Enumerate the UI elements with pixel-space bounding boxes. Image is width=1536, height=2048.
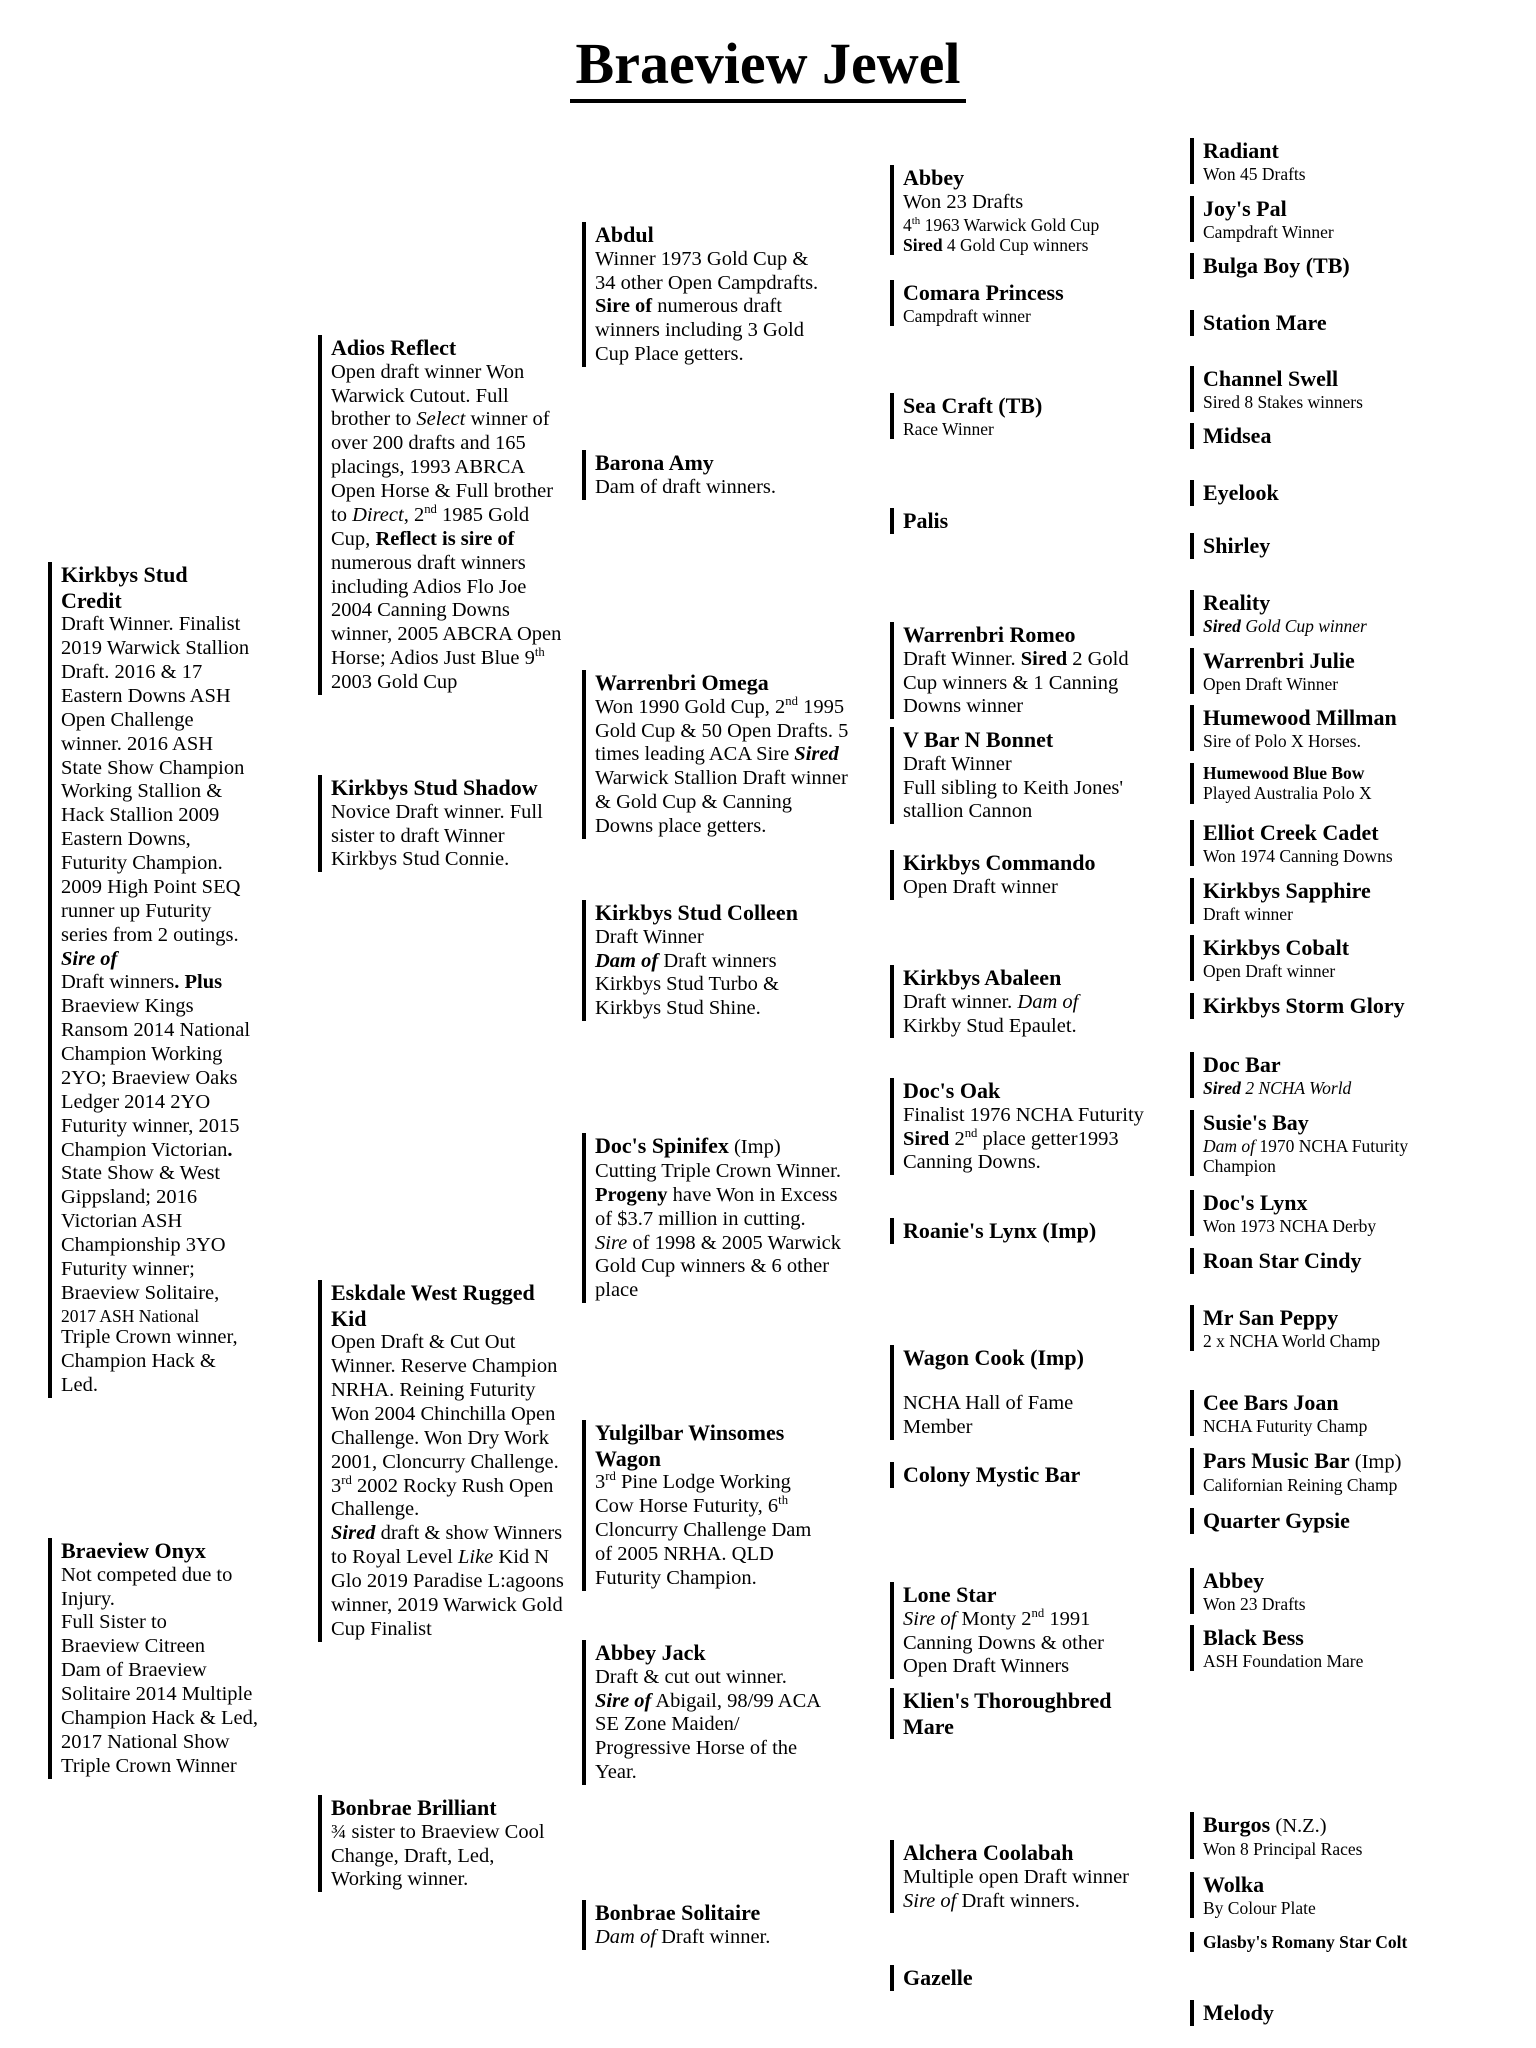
entry-heading: Susie's Bay [1203, 1110, 1309, 1135]
entry-kirkbys-stud-shadow [318, 775, 568, 872]
entry-midsea [1190, 423, 1430, 449]
entry-heading: Abbey [1203, 1568, 1265, 1593]
entry-body: Won 23 Drafts [1203, 1593, 1306, 1614]
entry-sub: Dam of Draft winners Kirkbys Stud Turbo & Kirkbys Stud Shine. [595, 949, 779, 1020]
entry-lone-star [890, 1582, 1140, 1679]
entry-heading: Braeview Onyx [61, 1538, 206, 1563]
entry-body: Dam of Draft winner. [595, 1925, 771, 1948]
entry-heading: Adios Reflect [331, 335, 457, 360]
entry-wagon-cook [890, 1345, 1140, 1440]
entry-eskdale-west-rugged-kid [318, 1280, 573, 1642]
entry-bonbrae-solitaire [582, 1900, 827, 1950]
entry-heading: Doc's Oak [903, 1078, 1001, 1103]
entry-adios-reflect [318, 335, 568, 695]
entry-heading: Warrenbri Romeo [903, 622, 1076, 647]
entry-body: Open Draft winner [903, 875, 1058, 898]
entry-heading: Wolka [1203, 1872, 1265, 1897]
entry-body: Dam of draft winners. [595, 475, 777, 498]
entry-body: ¾ sister to Braeview Cool Change, Draft, Led, Working winner. [331, 1820, 545, 1891]
entry-heading: Reality [1203, 590, 1271, 615]
entry-heading: Abdul [595, 222, 654, 247]
entry-palis [890, 508, 1140, 534]
entry-bulga-boy-tb [1190, 253, 1430, 279]
entry-heading: Kirkbys Abaleen [903, 965, 1062, 990]
entry-body: By Colour Plate [1203, 1897, 1316, 1918]
entry-heading: Radiant [1203, 138, 1279, 163]
entry-doc-bar [1190, 1052, 1440, 1098]
entry-sub: Full sibling to Keith Jones' stallion Cannon [903, 776, 1124, 823]
entry-heading: Alchera Coolabah [903, 1840, 1074, 1865]
entry-body: Sire of Monty 2nd 1991 Canning Downs & other Open Draft Winners [903, 1605, 1104, 1678]
entry-heading: Klien's Thoroughbred Mare [903, 1688, 1112, 1739]
entry-heading: Doc Bar [1203, 1052, 1281, 1077]
entry-heading: Lone Star [903, 1582, 997, 1607]
entry-body: Multiple open Draft winner [903, 1865, 1130, 1888]
entry-comara-princess [890, 280, 1140, 326]
entry-heading: Bulga Boy (TB) [1203, 253, 1350, 278]
entry-abbey-2 [1190, 1568, 1440, 1614]
entry-heading: Shirley [1203, 533, 1271, 558]
entry-heading: Kirkbys Stud Colleen [595, 900, 798, 925]
entry-elliot-creek-cadet [1190, 820, 1440, 866]
entry-abdul [582, 222, 825, 367]
entry-abbey [890, 165, 1160, 255]
entry-sub: 4th 1963 Warwick Gold Cup [903, 214, 1100, 235]
entry-yulgilbar-winsomes-wagon [582, 1420, 827, 1591]
entry-body: Won 8 Principal Races [1203, 1838, 1363, 1859]
entry-body: ASH Foundation Mare [1203, 1650, 1364, 1671]
entry-body: Open Draft winner [1203, 960, 1336, 981]
entry-burgos-nz [1190, 1812, 1440, 1859]
entry-heading: Doc's Lynx [1203, 1190, 1308, 1215]
entry-heading: Yulgilbar Winsomes Wagon [595, 1420, 785, 1471]
entry-heading: Kirkbys Stud Shadow [331, 775, 538, 800]
entry-sub: Sire of 1998 & 2005 Warwick Gold Cup winners & 6 other place [595, 1231, 842, 1302]
entry-heading: Barona Amy [595, 450, 714, 475]
entry-heading: Abbey [903, 165, 965, 190]
entry-body: Won 1973 NCHA Derby [1203, 1215, 1377, 1236]
entry-heading: Palis [903, 508, 949, 533]
entry-body: Novice Draft winner. Full sister to draft Winner Kirkbys Stud Connie. [331, 800, 543, 871]
page-title-text: Braeview Jewel [570, 30, 967, 103]
entry-sea-craft-tb [890, 393, 1140, 439]
entry-heading: Doc's Spinifex (Imp) [595, 1133, 781, 1158]
entry-bonbrae-brilliant [318, 1795, 568, 1892]
entry-kirkbys-cobalt [1190, 935, 1440, 981]
entry-heading: Joy's Pal [1203, 196, 1287, 221]
entry-body: Won 1990 Gold Cup, 2nd 1995 Gold Cup & 50 Open Drafts. 5 times leading ACA Sire Sired Warwick Stallion Draft winner & Gold Cup & Canning Downs place getters. [595, 693, 849, 837]
entry-heading: Kirkbys Stud Credit [61, 562, 188, 613]
entry-joys-pal [1190, 196, 1430, 242]
entry-warrenbri-julie [1190, 648, 1430, 694]
entry-heading: Eyelook [1203, 480, 1279, 505]
entry-body: Campdraft Winner [1203, 221, 1334, 242]
entry-heading: Cee Bars Joan [1203, 1390, 1339, 1415]
entry-kirkbys-abaleen [890, 965, 1140, 1038]
entry-heading: Roan Star Cindy [1203, 1248, 1362, 1273]
entry-black-bess [1190, 1625, 1440, 1671]
entry-warrenbri-omega [582, 670, 852, 839]
entry-gazelle [890, 1965, 1140, 1991]
entry-mr-san-peppy [1190, 1305, 1440, 1351]
entry-body: Californian Reining Champ [1203, 1474, 1398, 1495]
entry-heading: Roanie's Lynx (Imp) [903, 1218, 1097, 1243]
entry-warrenbri-romeo [890, 622, 1155, 719]
entry-body: Sire of Polo X Horses. [1203, 730, 1361, 751]
entry-heading: Abbey Jack [595, 1640, 706, 1665]
entry-heading: Quarter Gypsie [1203, 1508, 1350, 1533]
entry-alchera-coolabah [890, 1840, 1140, 1913]
entry-body: Race Winner [903, 418, 994, 439]
entry-sub: Full Sister to [61, 1611, 167, 1634]
entry-body: Sired 8 Stakes winners [1203, 391, 1363, 412]
entry-body: Draft & cut out winner. [595, 1665, 787, 1688]
entry-heading: Kirkbys Sapphire [1203, 878, 1371, 903]
entry-braeview-onyx [48, 1538, 263, 1779]
entry-body: Sired 2 NCHA World [1203, 1077, 1352, 1098]
entry-roan-star-cindy [1190, 1248, 1440, 1274]
entry-heading: Wagon Cook (Imp) [903, 1345, 1084, 1370]
entry-sub: Sired 2nd place getter1993 Canning Downs. [903, 1125, 1119, 1174]
entry-cee-bars-joan [1190, 1390, 1440, 1436]
entry-heading: Humewood Millman [1203, 705, 1397, 730]
entry-body: NCHA Futurity Champ [1203, 1415, 1368, 1436]
entry-body: Draft Winner [595, 925, 704, 948]
entry-reality [1190, 590, 1430, 636]
entry-quarter-gypsie [1190, 1508, 1440, 1534]
entry-body: Sired Gold Cup winner [1203, 615, 1367, 636]
entry-humewood-blue-bow [1190, 763, 1440, 804]
entry-body: Draft Winner [903, 752, 1012, 775]
entry-body: Draft Winner. Finalist 2019 Warwick Stallion Draft. 2016 & 17 Eastern Downs ASH Open Challenge winner. 2016 ASH State Show Champion Working Stallion & Hack Stallion 2009 Eastern Downs, Futurity Champion. 2009 High Point SEQ runner up Futurity series from 2 outings. [61, 613, 250, 946]
entry-station-mare [1190, 310, 1430, 336]
entry-heading: Colony Mystic Bar [903, 1462, 1081, 1487]
entry-body: 2 x NCHA World Champ [1203, 1330, 1381, 1351]
entry-heading: Warrenbri Omega [595, 670, 769, 695]
entry-heading: Melody [1203, 2000, 1274, 2025]
entry-body: Won 45 Drafts [1203, 163, 1306, 184]
entry-heading: Kirkbys Cobalt [1203, 935, 1350, 960]
entry-channel-swell [1190, 366, 1430, 412]
entry-body: Campdraft winner [903, 305, 1031, 326]
entry-wolka [1190, 1872, 1440, 1918]
entry-kirkbys-storm-glory [1190, 993, 1440, 1019]
entry-body: Won 23 Drafts [903, 190, 1024, 213]
entry-heading: Black Bess [1203, 1625, 1304, 1650]
entry-heading: Humewood Blue Bow [1203, 763, 1365, 783]
entry-heading: Bonbrae Solitaire [595, 1900, 761, 1925]
entry-melody [1190, 2000, 1440, 2026]
entry-heading: Mr San Peppy [1203, 1305, 1339, 1330]
entry-heading: Elliot Creek Cadet [1203, 820, 1379, 845]
page-title [0, 30, 1536, 103]
entry-sub-3: Dam of Braeview Solitaire 2014 Multiple Champion Hack & Led, 2017 National Show Triple Crown Winner [61, 1659, 258, 1777]
entry-heading: V Bar N Bonnet [903, 727, 1054, 752]
entry-pars-music-bar [1190, 1448, 1445, 1495]
entry-heading: Comara Princess [903, 280, 1064, 305]
entry-heading: Sea Craft (TB) [903, 393, 1043, 418]
entry-body: Draft winner. Dam of Kirkby Stud Epaulet. [903, 990, 1079, 1037]
entry-kirkbys-sapphire [1190, 878, 1440, 924]
entry-heading: Pars Music Bar (Imp) [1203, 1448, 1402, 1473]
entry-sub: Sired draft & show Winners to Royal Level Like Kid N Glo 2019 Paradise L:agoons winner, 2019 Warwick Gold Cup Finalist [331, 1522, 564, 1640]
entry-body: Cutting Triple Crown Winner. Progeny have Won in Excess of $3.7 million in cutting. [595, 1159, 841, 1230]
entry-radiant [1190, 138, 1430, 184]
entry-heading: Channel Swell [1203, 366, 1339, 391]
entry-body: Dam of 1970 NCHA Futurity Champion [1203, 1135, 1409, 1176]
entry-sub: Sire of Draft winners. [903, 1889, 1080, 1912]
entry-heading: Station Mare [1203, 310, 1327, 335]
entry-sub-2: Braeview Citreen [61, 1635, 206, 1658]
entry-kirkbys-stud-colleen [582, 900, 832, 1021]
entry-body: Open draft winner Won Warwick Cutout. Full brother to Select winner of over 200 drafts and 165 placings, 1993 ABRCA Open Horse & Full brother to Direct, 2nd 1985 Gold Cup, Reflect is sire of numerous draft winners including Adios Flo Joe 2004 Canning Downs winner, 2005 ABCRA Open Horse; Adios Just Blue 9th 2003 Gold Cup [331, 360, 562, 693]
entry-heading: Burgos (N.Z.) [1203, 1812, 1327, 1837]
entry-body: Finalist 1976 NCHA Futurity [903, 1103, 1144, 1126]
entry-sub-4: Triple Crown winner, Champion Hack & Led. [61, 1326, 238, 1396]
entry-body: Open Draft Winner [1203, 673, 1339, 694]
entry-eyelook [1190, 480, 1430, 506]
entry-heading: Eskdale West Rugged Kid [331, 1280, 535, 1331]
entry-heading: Glasby's Romany Star Colt [1203, 1932, 1408, 1952]
entry-v-bar-n-bonnet [890, 727, 1140, 824]
entry-body: Not competed due to Injury. [61, 1563, 233, 1610]
entry-heading: Gazelle [903, 1965, 973, 1990]
entry-abbey-jack [582, 1640, 827, 1785]
entry-body: NCHA Hall of Fame Member [903, 1392, 1074, 1439]
entry-heading: Warrenbri Julie [1203, 648, 1355, 673]
entry-sub-3: 2017 ASH National [61, 1305, 200, 1326]
entry-body: Played Australia Polo X [1203, 783, 1372, 804]
entry-body: Won 1974 Canning Downs [1203, 845, 1393, 866]
entry-heading: Kirkbys Storm Glory [1203, 993, 1405, 1018]
entry-heading: Midsea [1203, 423, 1272, 448]
entry-kliens-thoroughbred-mare [890, 1688, 1140, 1739]
entry-body: Draft winner [1203, 903, 1293, 924]
entry-body: 3rd Pine Lodge Working Cow Horse Futurity, 6th Cloncurry Challenge Dam of 2005 NRHA. QLD Futurity Champion. [595, 1469, 812, 1589]
entry-sub: Sire of [61, 947, 118, 970]
entry-docs-spinifex [582, 1133, 852, 1303]
entry-sub-2: Sired 4 Gold Cup winners [903, 234, 1089, 255]
entry-body: Draft Winner. Sired 2 Gold Cup winners & 1 Canning Downs winner [903, 647, 1129, 718]
entry-sub-2: State Show & West Gippsland; 2016 Victorian ASH Championship 3YO Futurity winner; Braeview Solitaire, [61, 1162, 226, 1304]
entry-heading: Kirkbys Commando [903, 850, 1096, 875]
entry-heading: Bonbrae Brilliant [331, 1795, 497, 1820]
entry-susies-bay [1190, 1110, 1440, 1176]
entry-docs-oak [890, 1078, 1155, 1175]
entry-humewood-millman [1190, 705, 1440, 751]
entry-glasbys-romany-star-colt [1190, 1932, 1440, 1952]
entry-colony-mystic-bar [890, 1462, 1140, 1488]
entry-barona-amy [582, 450, 825, 500]
entry-sub: Sire of Abigail, 98/99 ACA SE Zone Maiden/ Progressive Horse of the Year. [595, 1689, 820, 1784]
entry-roanies-lynx [890, 1218, 1140, 1244]
entry-body: Winner 1973 Gold Cup & 34 other Open Campdrafts. Sire of numerous draft winners including 3 Gold Cup Place getters. [595, 247, 819, 366]
entry-kirkbys-commando [890, 850, 1140, 900]
entry-body: Open Draft & Cut Out Winner. Reserve Champion NRHA. Reining Futurity Won 2004 Chinchilla Open Challenge. Won Dry Work 2001, Cloncurry Challenge. 3rd 2002 Rocky Rush Open Challenge. [331, 1331, 559, 1521]
entry-kirkbys-stud-credit: Kirkbys Stud Credit Draft Winner. Finalist 2019 Warwick Stallion Draft. 2016 & 17 Eastern Downs ASH Open Challenge winner. 2016 ASH State Show Champion Working Stallion & Hack Stallion 2009 Eastern Downs, Futurity Champion. 2009 High Point SEQ runner up Futurity series from 2 outings. Sire of Draft winners. Plus Braeview Kings Ransom 2014 National Champion Working 2YO; Braeview Oaks Ledger 2014 2YO Futurity winner, 2015 Champion Victorian. State Show & West Gippsland; 2016 Victorian ASH Championship 3YO Futurity winner; Braeview Solitaire, 2017 ASH National Triple Crown winner, Champion Hack & Led. [48, 562, 253, 1398]
entry-shirley [1190, 533, 1430, 559]
entry-docs-lynx [1190, 1190, 1440, 1236]
